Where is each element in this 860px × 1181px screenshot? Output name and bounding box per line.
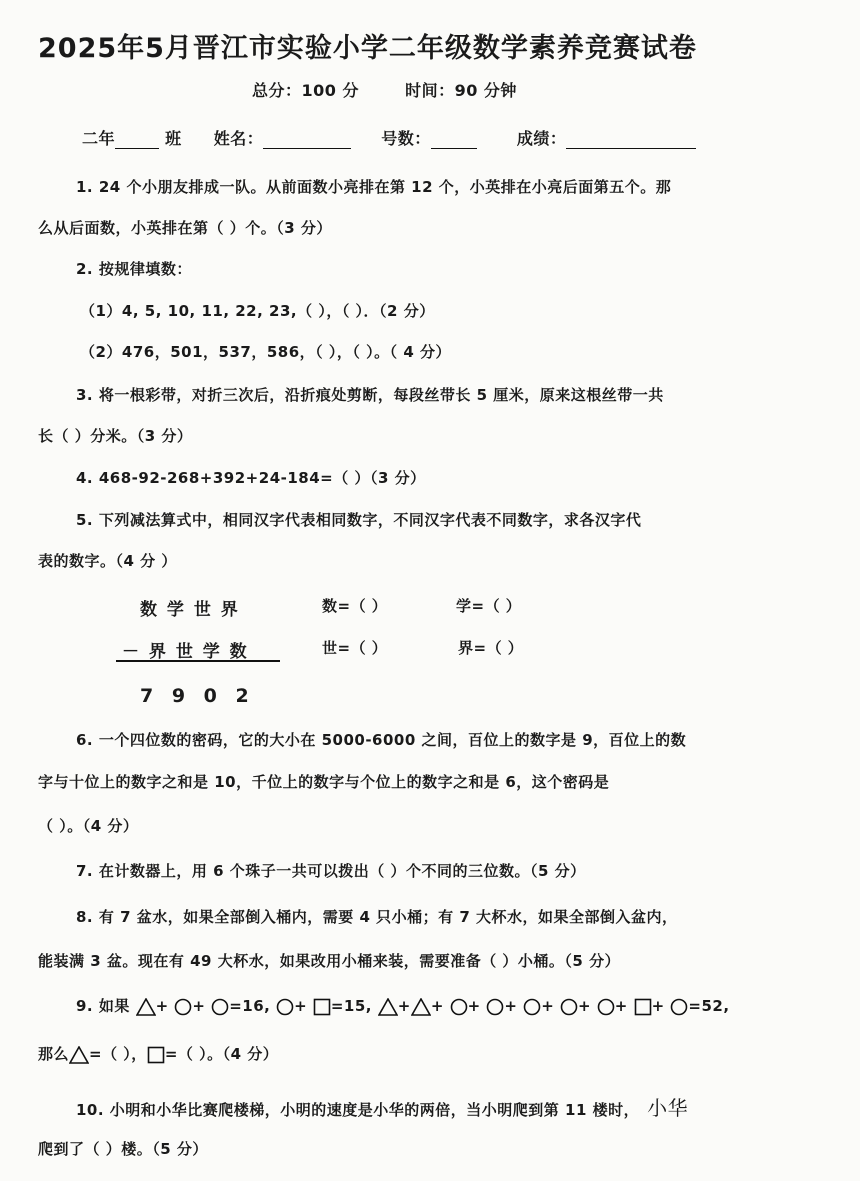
result-blank[interactable] [566, 132, 696, 149]
q5-line1: 5. 下列减法算式中，相同汉字代表相同数字，不同汉字代表不同数字，求各汉字代 [76, 511, 642, 529]
q2-title: 2. 按规律填数： [76, 260, 192, 278]
q10-text: 10. 小明和小华比赛爬楼梯，小明的速度是小华的两倍，当小明爬到第 11 楼时， [76, 1101, 640, 1119]
q9-square-answer: =（ ）。（4 分） [164, 1045, 279, 1063]
circle-icon [174, 998, 192, 1016]
q9-eq3-value: =52, [688, 997, 730, 1015]
exam-time: 时间：90 分钟 [405, 81, 517, 100]
q9-prefix: 9. 如果 [76, 997, 130, 1015]
circle-icon [486, 998, 504, 1016]
q5-answer-xue: 学=（ ） [456, 597, 522, 615]
q2-part2: （2）476，501，537，586，（ ），（ ）。（ 4 分） [80, 343, 452, 361]
square-icon [147, 1046, 165, 1064]
q3-line1: 3. 将一根彩带，对折三次后，沿折痕处剪断，每段丝带长 5 厘米，原来这根丝带一共 [76, 386, 664, 404]
class-label: 班 [165, 129, 182, 148]
q5-equation-rule [116, 660, 280, 662]
q10-handwritten: 小华 [647, 1096, 689, 1120]
q5-minuend: 数 学 世 界 [140, 600, 240, 620]
grade-label: 二年 [82, 129, 116, 148]
name-label: 姓名： [213, 129, 264, 148]
q5-subtrahend: － 界 世 学 数 [122, 642, 249, 662]
q3-line2: 长（ ）分米。（3 分） [38, 427, 193, 445]
q10-line1 [76, 1092, 688, 1121]
circle-icon [597, 998, 615, 1016]
q2-part1: （1）4, 5, 10, 11, 22, 23,（ ），（ ）．（2 分） [80, 302, 435, 320]
q9-triangle-answer: =（ ）， [89, 1045, 147, 1063]
q6-line1: 6. 一个四位数的密码，它的大小在 5000-6000 之间，百位上的数字是 9，百位上的数 [76, 731, 687, 749]
triangle-icon [69, 1046, 89, 1064]
class-blank[interactable] [115, 132, 159, 149]
circle-icon [670, 998, 688, 1016]
name-blank[interactable] [263, 132, 351, 149]
number-label: 号数： [381, 129, 431, 148]
circle-icon [523, 998, 541, 1016]
q7-line: 7. 在计数器上，用 6 个珠子一共可以拨出（ ）个不同的三位数。（5 分） [76, 862, 586, 880]
exam-title: 2025年5月晋江市实验小学二年级数学素养竞赛试卷 [38, 33, 697, 64]
q9-eq2-value: =15, [330, 997, 372, 1015]
q10-line2: 爬到了（ ）楼。（5 分） [38, 1140, 208, 1158]
q8-line2: 能装满 3 盆。现在有 49 大杯水，如果改用小桶来装，需要准备（ ）小桶。（5 分） [38, 952, 621, 970]
q9-line2-prefix: 那么 [38, 1045, 70, 1063]
q8-line1: 8. 有 7 盆水，如果全部倒入桶内，需要 4 只小桶；有 7 大杯水，如果全部倒入盆内， [76, 908, 678, 926]
square-icon [634, 998, 652, 1016]
q6-line3: （ ）。（4 分） [38, 817, 139, 835]
q1-line2: 么从后面数，小英排在第（ ）个。（3 分） [38, 219, 332, 237]
circle-icon [560, 998, 578, 1016]
q5-answer-shu: 数=（ ） [322, 597, 388, 615]
circle-icon [276, 998, 294, 1016]
square-icon [313, 998, 331, 1016]
result-label: 成绩： [516, 129, 567, 148]
q9-line1: 9. 如果 + + =16, + =15, + + + + + + + + =52, [76, 997, 730, 1015]
q6-line2: 字与十位上的数字之和是 10，千位上的数字与个位上的数字之和是 6，这个密码是 [38, 773, 610, 791]
q5-difference: 7 9 0 2 [140, 685, 255, 707]
exam-meta [252, 78, 517, 101]
circle-icon [450, 998, 468, 1016]
q5-line2: 表的数字。（4 分 ） [38, 552, 177, 570]
triangle-icon [411, 998, 431, 1016]
number-blank[interactable] [431, 132, 477, 149]
q5-answer-jie: 界=（ ） [458, 639, 524, 657]
q9-eq1-value: =16, [229, 997, 271, 1015]
student-info-row [82, 126, 696, 149]
triangle-icon [378, 998, 398, 1016]
q5-answer-shi: 世=（ ） [322, 639, 388, 657]
q9-line2 [38, 1043, 278, 1064]
circle-icon [211, 998, 229, 1016]
q1-line1: 1. 24 个小朋友排成一队。从前面数小亮排在第 12 个，小英排在小亮后面第五个。那 [76, 178, 672, 196]
triangle-icon [136, 998, 156, 1016]
total-score: 总分：100 分 [252, 81, 359, 100]
q4-line: 4. 468-92-268+392+24-184=（ ）（3 分） [76, 469, 426, 487]
